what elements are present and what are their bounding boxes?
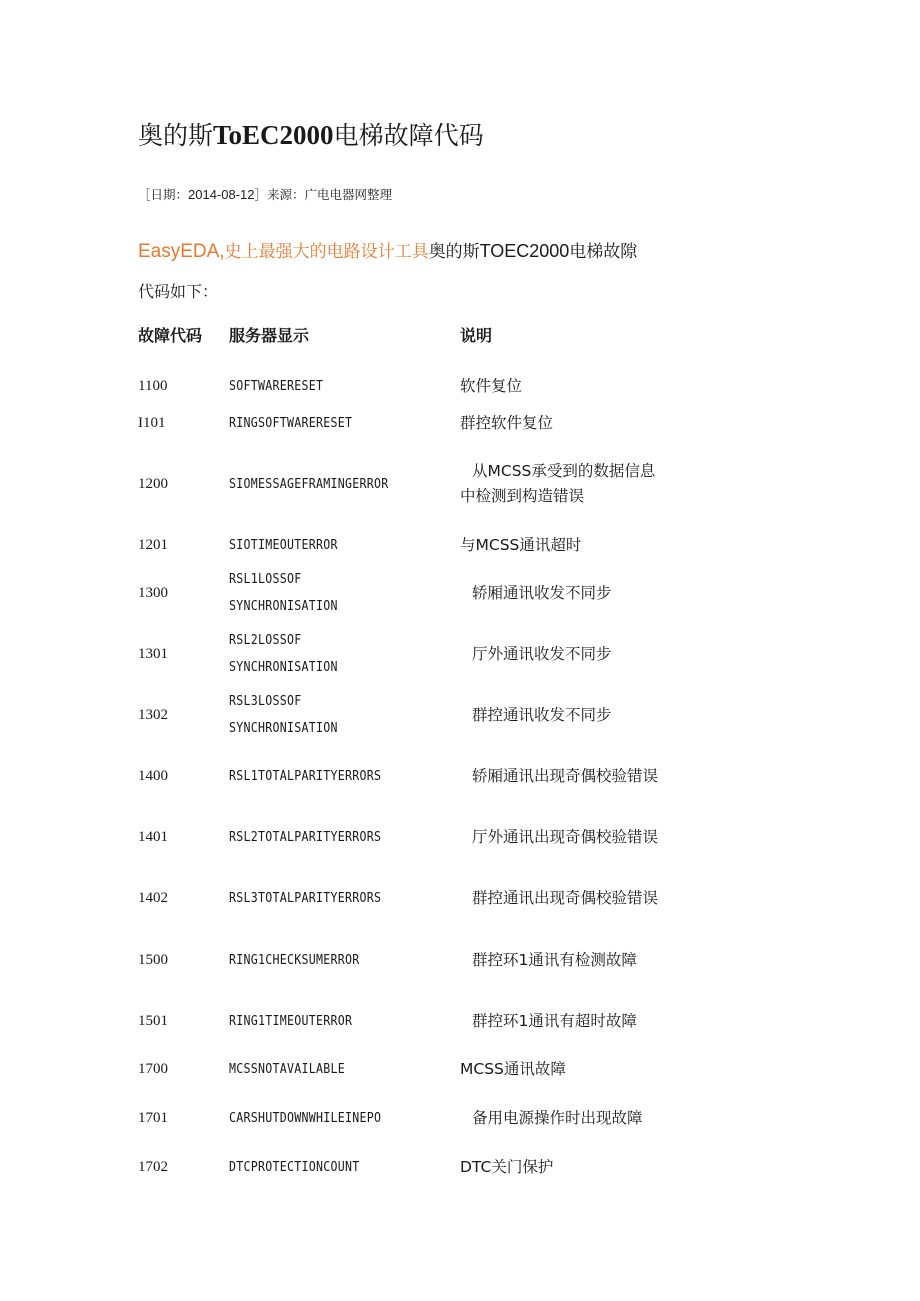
server-message-line: RSL1TOTALPARITYERRORS: [229, 767, 382, 784]
fault-description-text: 群控环1通讯有检测故障: [472, 950, 637, 969]
server-message-line: RSL3LOSSOF: [229, 693, 302, 709]
article-meta: [138, 186, 392, 204]
server-message-line: SYNCHRONISATION: [229, 659, 338, 675]
fault-description: [460, 764, 660, 789]
server-message-line: SIOTIMEOUTERROR: [229, 536, 338, 553]
fault-description-text: MCSS通讯故障: [460, 1059, 566, 1078]
fault-description: [460, 886, 660, 911]
fault-description-text: 从MCSS承受到的数据信息中检测到构造错误: [460, 462, 656, 505]
header-description: 说明: [460, 326, 493, 345]
fault-description: [460, 459, 660, 509]
fault-description: [460, 374, 660, 399]
fault-description-text: DTC关门保护: [460, 1157, 554, 1176]
intro-line-2: 代码如下：: [138, 282, 219, 301]
slogan-link[interactable]: 史上最强大的电路设计工具: [224, 242, 429, 262]
fault-code: 1302: [138, 707, 168, 723]
server-message: [229, 1105, 381, 1132]
fault-code: 1400: [138, 768, 168, 784]
server-message-line: RING1CHECKSUMERROR: [229, 951, 360, 968]
server-message-line: DTCPROTECTIONCOUNT: [229, 1158, 360, 1175]
fault-description-text: 厅外通讯收发不同步: [472, 644, 612, 663]
server-message: [229, 410, 352, 437]
fault-code: 1301: [138, 646, 168, 662]
server-message-line: RING1TIMEOUTERROR: [229, 1012, 353, 1029]
server-message-line: SYNCHRONISATION: [229, 720, 338, 736]
meta-date: 2014-08-12: [188, 187, 255, 202]
header-fault-code: 故障代码: [138, 326, 203, 345]
title-cn-prefix: 奥的斯: [138, 121, 214, 150]
fault-code: 1700: [138, 1061, 168, 1077]
fault-description-text: 群控通讯出现奇偶校验错误: [472, 888, 659, 907]
fault-code: 1100: [138, 378, 168, 394]
server-message-line: RSL2LOSSOF: [229, 632, 302, 648]
meta-prefix: ［日期：: [138, 187, 189, 202]
fault-code: 1501: [138, 1013, 168, 1029]
server-message: [229, 688, 338, 742]
server-message: [229, 1008, 352, 1035]
fault-description-text: 群控通讯收发不同步: [472, 705, 612, 724]
fault-description: [460, 1106, 660, 1131]
server-message-line: SOFTWARERESET: [229, 377, 324, 394]
fault-description: [460, 1155, 660, 1180]
fault-description-text: 轿厢通讯收发不同步: [472, 583, 612, 602]
server-message: [229, 947, 359, 974]
fault-description: [460, 825, 660, 850]
fault-description: [460, 948, 660, 973]
title-cn-suffix: 电梯故障代码: [333, 121, 484, 150]
server-message: [229, 1154, 359, 1181]
server-message-line: RINGSOFTWARERESET: [229, 414, 353, 431]
server-message: [229, 627, 338, 681]
server-message: [229, 885, 381, 912]
header-server-display: 服务器显示: [229, 326, 310, 345]
fault-code: 1200: [138, 476, 168, 492]
server-message: [229, 532, 338, 559]
fault-description-text: 软件复位: [460, 376, 523, 395]
fault-description: [460, 642, 660, 667]
fault-description-text: 备用电源操作时出现故障: [472, 1108, 643, 1127]
fault-description: [460, 411, 660, 436]
intro-text-2: 电梯故隙: [569, 242, 638, 262]
fault-description: [460, 703, 660, 728]
fault-code: 1300: [138, 585, 168, 601]
fault-description: [460, 1057, 660, 1082]
server-message-line: MCSSNOTAVAILABLE: [229, 1060, 345, 1077]
fault-code: 1702: [138, 1159, 168, 1175]
fault-description-text: 轿厢通讯出现奇偶校验错误: [472, 766, 659, 785]
server-message: [229, 373, 323, 400]
fault-description-text: 与MCSS通讯超时: [460, 535, 582, 554]
server-message: [229, 471, 388, 498]
server-message-line: RSL1LOSSOF: [229, 571, 302, 587]
server-message-line: RSL3TOTALPARITYERRORS: [229, 889, 382, 906]
server-message-line: SYNCHRONISATION: [229, 598, 338, 614]
server-message-line: SIOMESSAGEFRAMINGERROR: [229, 475, 389, 492]
fault-code: 1701: [138, 1110, 168, 1126]
fault-description: [460, 533, 660, 558]
fault-code: 1402: [138, 890, 168, 906]
fault-code: I101: [138, 415, 166, 431]
intro-line-1: [138, 238, 637, 265]
fault-description-text: 群控软件复位: [460, 413, 554, 432]
meta-source: ］来源：广电电器网整理: [254, 187, 393, 202]
intro-text-1: 奥的斯: [428, 242, 480, 262]
fault-description-text: 群控环1通讯有超时故障: [472, 1011, 637, 1030]
server-message: [229, 824, 381, 851]
fault-code: 1401: [138, 829, 168, 845]
fault-description-text: 厅外通讯出现奇偶校验错误: [472, 827, 659, 846]
fault-description: [460, 581, 660, 606]
title-model: ToEC2000: [213, 120, 334, 150]
brand-link[interactable]: EasyEDA,: [138, 241, 225, 262]
server-message-line: CARSHUTDOWNWHILEINEPO: [229, 1109, 382, 1126]
page-title: [138, 118, 484, 153]
fault-code: 1201: [138, 537, 168, 553]
intro-model: TOEC2000: [479, 241, 570, 261]
fault-description: [460, 1009, 660, 1034]
server-message: [229, 763, 381, 790]
server-message-line: RSL2TOTALPARITYERRORS: [229, 828, 382, 845]
fault-code: 1500: [138, 952, 168, 968]
server-message: [229, 1056, 345, 1083]
server-message: [229, 566, 338, 620]
